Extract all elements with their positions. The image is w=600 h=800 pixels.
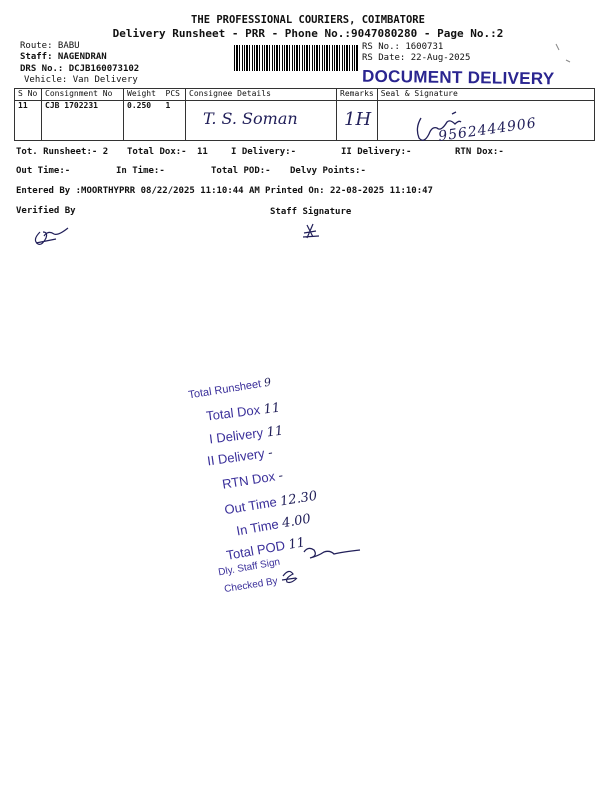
stamp-in-time-value: 4.00 [280,511,313,532]
stamp-out-time-label: Out Time [223,494,278,518]
staff-label: Staff: NAGENDRAN [20,52,107,62]
barcode-image [234,45,358,71]
stamp-rtn-dox-value: - [277,468,285,484]
col-weight-pcs [124,89,186,101]
stamp-checked-by [223,576,278,595]
stamp-in-time-label: In Time [235,516,280,539]
stamp-total-runsheet-label: Total Runsheet [187,378,263,402]
rtn-dox-label: RTN Dox:- [455,147,504,157]
stamp-total-runsheet-value: 9 [263,375,272,390]
col-remarks: Remarks [337,89,378,101]
delvy-points-label: Delvy Points:- [290,166,366,176]
in-time-label: In Time:- [116,166,165,176]
vehicle-label: Vehicle: Van Delivery [24,75,138,85]
printed-on: Printed On: 22-08-2025 11:10:47 [265,186,433,196]
stamp-total-dox-value: 11 [262,400,282,418]
remarks-handwriting: 1H [344,109,372,130]
stamp-i-delivery-label: I Delivery [208,424,264,447]
i-delivery-label: I Delivery:- [231,147,297,157]
ii-delivery-label: II Delivery:- [341,147,412,157]
tick-mark-icon [556,44,570,62]
col-consignment: Consignment No [42,89,124,101]
stamp-rtn-dox-label: RTN Dox [221,468,277,492]
phone-handwriting: 9562444906 [437,115,538,145]
col-signature: Seal & Signature [377,89,594,101]
cell-consignee [186,101,337,141]
consignee-handwriting: T. S. Soman [203,109,298,128]
staff-signature-label: Staff Signature [270,207,352,217]
stamp-i-delivery-value: 11 [265,423,285,441]
col-sno: S No [15,89,42,101]
tot-runsheet: Tot. Runsheet:- 2 [16,147,109,157]
table-header-row [15,89,595,101]
verified-by-label: Verified By [16,206,76,216]
cell-sno: 11 [15,101,42,141]
verified-signature-icon [35,228,68,244]
total-dox-value: 11 [197,147,208,157]
stamp-total-pod-label: Total POD [225,537,287,563]
cell-remarks [337,101,378,141]
total-dox-label: Total Dox:- [127,147,187,157]
col-pcs: PCS [165,89,180,98]
table-row [15,101,595,141]
consignment-table [14,88,595,145]
runsheet-title: Delivery Runsheet - PRR - Phone No.:9047080280 - Page No.:2 [112,27,504,40]
drs-number: DRS No.: DCJB160073102 [20,64,140,74]
stamp-total-dox [205,400,281,425]
rs-number: RS No.: 1600731 [362,42,444,52]
stamp-staff-sign-label: Dly. Staff Sign [217,556,281,579]
stamp-total-pod-value: 11 [287,535,307,553]
cell-pcs: 1 [165,101,171,110]
out-time-label: Out Time:- [16,166,71,176]
stamp-ii-delivery-value: - [267,445,274,461]
stamp-i-delivery [208,423,284,448]
stamp-total-dox-label: Total Dox [205,401,261,424]
route-label: Route: BABU [20,41,80,51]
cell-seal-signature [377,101,594,145]
summary-stamp [187,375,388,596]
stamp-ii-delivery-label: II Delivery [206,445,266,469]
cell-weight: 0.250 [127,101,152,110]
staff-signature-icon [303,224,319,238]
stamp-out-time-value: 12.30 [279,488,319,510]
stamp-rtn-dox [221,467,284,492]
stamp-ii-delivery [206,444,273,469]
document-delivery-stamp: DOCUMENT DELIVERY [361,66,555,89]
col-weight: Weight [127,89,156,98]
stamp-checked-by-label: Checked By [223,575,279,596]
cell-consignment: CJB 1702231 [42,101,124,141]
entered-by: Entered By :MOORTHYPRR 08/22/2025 11:10:44 AM [16,186,260,196]
cell-weight-pcs [124,101,186,141]
rs-date: RS Date: 22-Aug-2025 [362,53,471,63]
total-pod-label: Total POD:- [211,166,271,176]
company-name: THE PROFESSIONAL COURIERS, COIMBATORE [191,14,425,26]
col-consignee: Consignee Details [186,89,337,101]
stamp-total-runsheet [187,376,271,402]
